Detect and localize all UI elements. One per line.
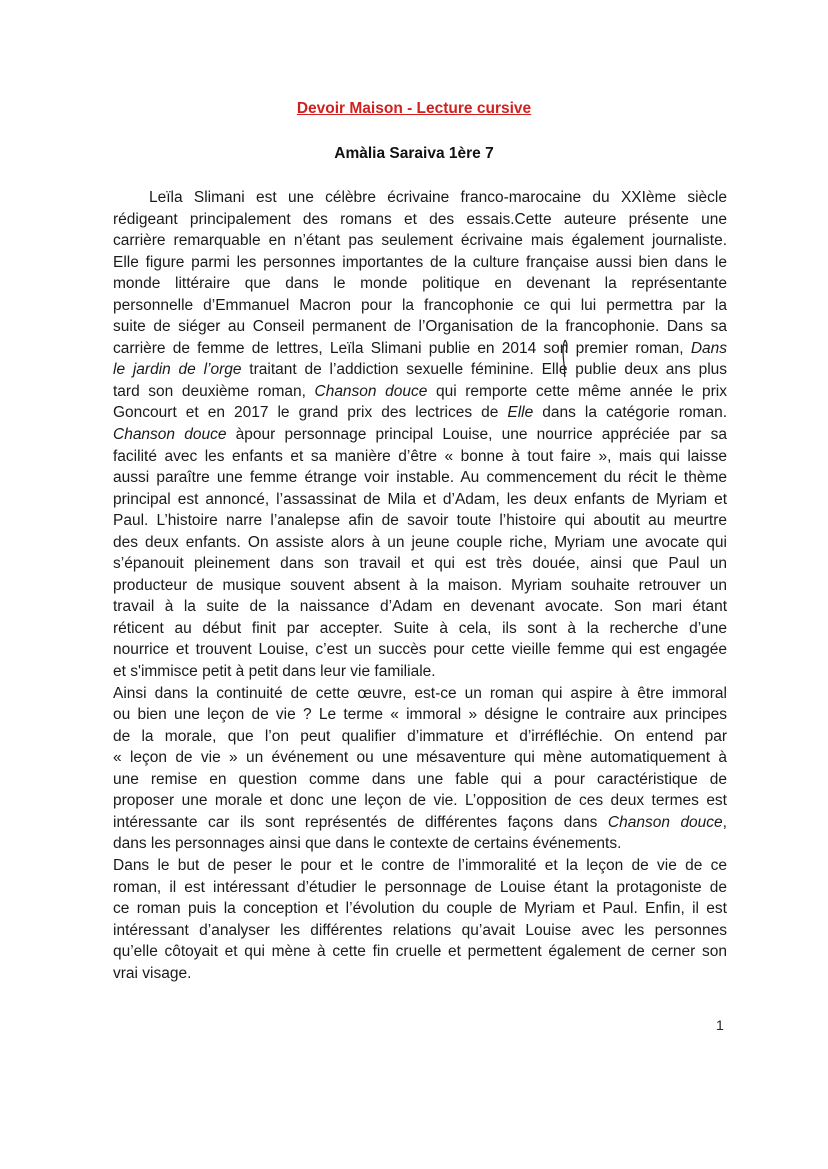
text-line bbox=[113, 230, 727, 252]
text-segment: carrière de femme de lettres, Leïla Slimani publie en 2014 son premier roman, bbox=[113, 339, 691, 357]
text-segment: facilité avec les enfants et sa manière d’être « bonne à tout faire », mais qui laisse bbox=[113, 447, 727, 465]
text-segment: vrai visage. bbox=[113, 964, 192, 982]
text-segment: suite de siéger au Conseil permanent de l’Organisation de la francophonie. Dans sa bbox=[113, 318, 727, 336]
paragraph bbox=[113, 187, 727, 683]
text-line bbox=[113, 402, 727, 424]
text-line bbox=[113, 898, 727, 920]
text-line bbox=[113, 316, 727, 338]
text-segment: et s'immisce petit à petit dans leur vie familiale. bbox=[113, 663, 436, 681]
text-line bbox=[113, 553, 727, 575]
italic-title-text: Elle bbox=[507, 404, 534, 422]
text-segment: dans les personnages ainsi que dans le contexte de certains événements. bbox=[113, 835, 622, 853]
text-segment: Leïla Slimani est une célèbre écrivaine franco-marocaine du XXIème siècle bbox=[149, 189, 727, 206]
text-line bbox=[113, 338, 727, 360]
text-line bbox=[113, 424, 727, 446]
document-body bbox=[113, 187, 727, 984]
text-segment: travail à la suite de la naissance d’Adam en devenant avocate. Son mari étant bbox=[113, 598, 727, 616]
text-segment: intéressant d’analyser les différentes relations qu’avait Louise avec les personnes bbox=[113, 921, 727, 939]
text-segment: qu’elle côtoyait et qui mène à cette fin cruelle et permettent également de cerner son bbox=[113, 943, 727, 961]
text-segment: monde littéraire que dans le monde politique en devenant la représentante bbox=[113, 275, 727, 293]
text-segment: de la morale, que l’on peut qualifier d’immature et d’irréfléchie. On entend par bbox=[113, 727, 727, 745]
text-line bbox=[113, 187, 727, 209]
text-line bbox=[113, 295, 727, 317]
text-segment: des deux enfants. On assiste alors à un jeune couple riche, Myriam une avocate qui bbox=[113, 533, 727, 551]
text-segment: principal est annoncé, l’assassinat de Mila et d’Adam, les deux enfants de Myriam et bbox=[113, 490, 727, 508]
italic-title-text: le jardin de l’orge bbox=[113, 361, 242, 379]
text-line bbox=[113, 877, 727, 899]
text-line bbox=[113, 618, 727, 640]
text-segment: ce roman puis la conception et l’évolution du couple de Myriam et Paul. Enfin, il est bbox=[113, 900, 727, 918]
text-line bbox=[113, 510, 727, 532]
paragraph bbox=[113, 855, 727, 984]
text-line bbox=[113, 833, 727, 855]
text-line bbox=[113, 855, 727, 877]
paragraph bbox=[113, 683, 727, 855]
text-line bbox=[113, 489, 727, 511]
text-segment: rédigeant principalement des romans et des essais.Cette auteure présente une bbox=[113, 210, 727, 228]
text-segment: carrière remarquable en n’étant pas seulement écrivaine mais également journaliste. bbox=[113, 232, 727, 250]
italic-title-text: Chanson douce bbox=[314, 382, 428, 400]
text-line bbox=[113, 209, 727, 231]
text-line bbox=[113, 683, 727, 705]
italic-title-text: Chanson douce bbox=[607, 813, 723, 831]
text-line bbox=[113, 359, 727, 381]
text-line bbox=[113, 661, 727, 683]
text-line bbox=[113, 532, 727, 554]
text-segment: intéressante car ils sont représentés de différentes façons dans bbox=[113, 813, 608, 831]
text-segment: tard son deuxième roman, bbox=[113, 382, 315, 400]
author-line: Amàlia Saraiva 1ère 7 bbox=[334, 145, 494, 162]
text-segment: une remise en question comme dans une fable qui a pour caractéristique de bbox=[113, 770, 727, 788]
text-line bbox=[113, 812, 727, 834]
text-line bbox=[113, 273, 727, 295]
text-segment: traitant de l’addiction sexuelle féminine. Elle publie deux ans plus bbox=[241, 361, 728, 379]
text-segment: Goncourt et en 2017 le grand prix des lectrices de bbox=[113, 404, 508, 422]
text-segment: , bbox=[722, 813, 727, 831]
text-segment: producteur de musique souvent absent à la maison. Myriam souhaite retrouver un bbox=[113, 576, 727, 594]
text-segment: roman, il est intéressant d’étudier le personnage de Louise étant la protagoniste de bbox=[113, 878, 727, 896]
text-line bbox=[113, 252, 727, 274]
text-line bbox=[113, 446, 727, 468]
text-line bbox=[113, 941, 727, 963]
text-line bbox=[113, 596, 727, 618]
text-segment: Paul. L’histoire narre l’analepse afin de savoir toute l’histoire qui aboutit au meurtre bbox=[113, 512, 727, 530]
text-line bbox=[113, 467, 727, 489]
page-number: 1 bbox=[716, 1017, 724, 1033]
text-segment: nourrice et trouvent Louise, c’est un succès pour cette vieille femme qui est engagée bbox=[113, 641, 727, 659]
text-segment: « leçon de vie » un événement ou une mésaventure qui mène automatiquement à bbox=[113, 749, 727, 767]
handwritten-pen-mark bbox=[555, 338, 579, 378]
text-segment: aussi paraître une femme étrange voir instable. Au commencement du récit le thème bbox=[113, 469, 727, 487]
text-segment: ou bien une leçon de vie ? Le terme « immoral » désigne le contraire aux principes bbox=[113, 706, 727, 724]
text-segment: proposer une morale et donc une leçon de vie. L’opposition de ces deux termes est bbox=[113, 792, 727, 810]
text-segment: personnelle d’Emmanuel Macron pour la francophonie ce qui lui permettra par la bbox=[113, 296, 727, 314]
text-segment: dans la catégorie roman. bbox=[533, 404, 727, 422]
text-segment: réticent au début finit par accepter. Suite à cela, ils sont à la recherche d’une bbox=[113, 619, 727, 637]
text-segment: Elle figure parmi les personnes importantes de la culture française aussi bien dans le bbox=[113, 253, 727, 271]
text-line bbox=[113, 704, 727, 726]
text-line bbox=[113, 726, 727, 748]
document-title: Devoir Maison - Lecture cursive bbox=[296, 100, 532, 117]
text-line bbox=[113, 769, 727, 791]
text-segment: s’épanouit pleinement dans son travail et qui est très douée, ainsi que Paul un bbox=[113, 555, 727, 573]
text-line bbox=[113, 963, 727, 985]
italic-title-text: Dans bbox=[690, 339, 727, 357]
text-segment: Ainsi dans la continuité de cette œuvre, est-ce un roman qui aspire à être immoral bbox=[113, 684, 727, 702]
italic-title-text: Chanson douce bbox=[113, 426, 227, 444]
text-line bbox=[113, 747, 727, 769]
text-segment: qui remporte cette même année le prix bbox=[427, 382, 727, 400]
text-segment: Dans le but de peser le pour et le contre de l’immoralité et la leçon de vie de ce bbox=[113, 856, 727, 874]
text-line bbox=[113, 639, 727, 661]
text-line bbox=[113, 920, 727, 942]
text-line bbox=[113, 790, 727, 812]
text-line bbox=[113, 575, 727, 597]
text-segment: àpour personnage principal Louise, une nourrice appréciée par sa bbox=[226, 426, 727, 444]
text-line bbox=[113, 381, 727, 403]
